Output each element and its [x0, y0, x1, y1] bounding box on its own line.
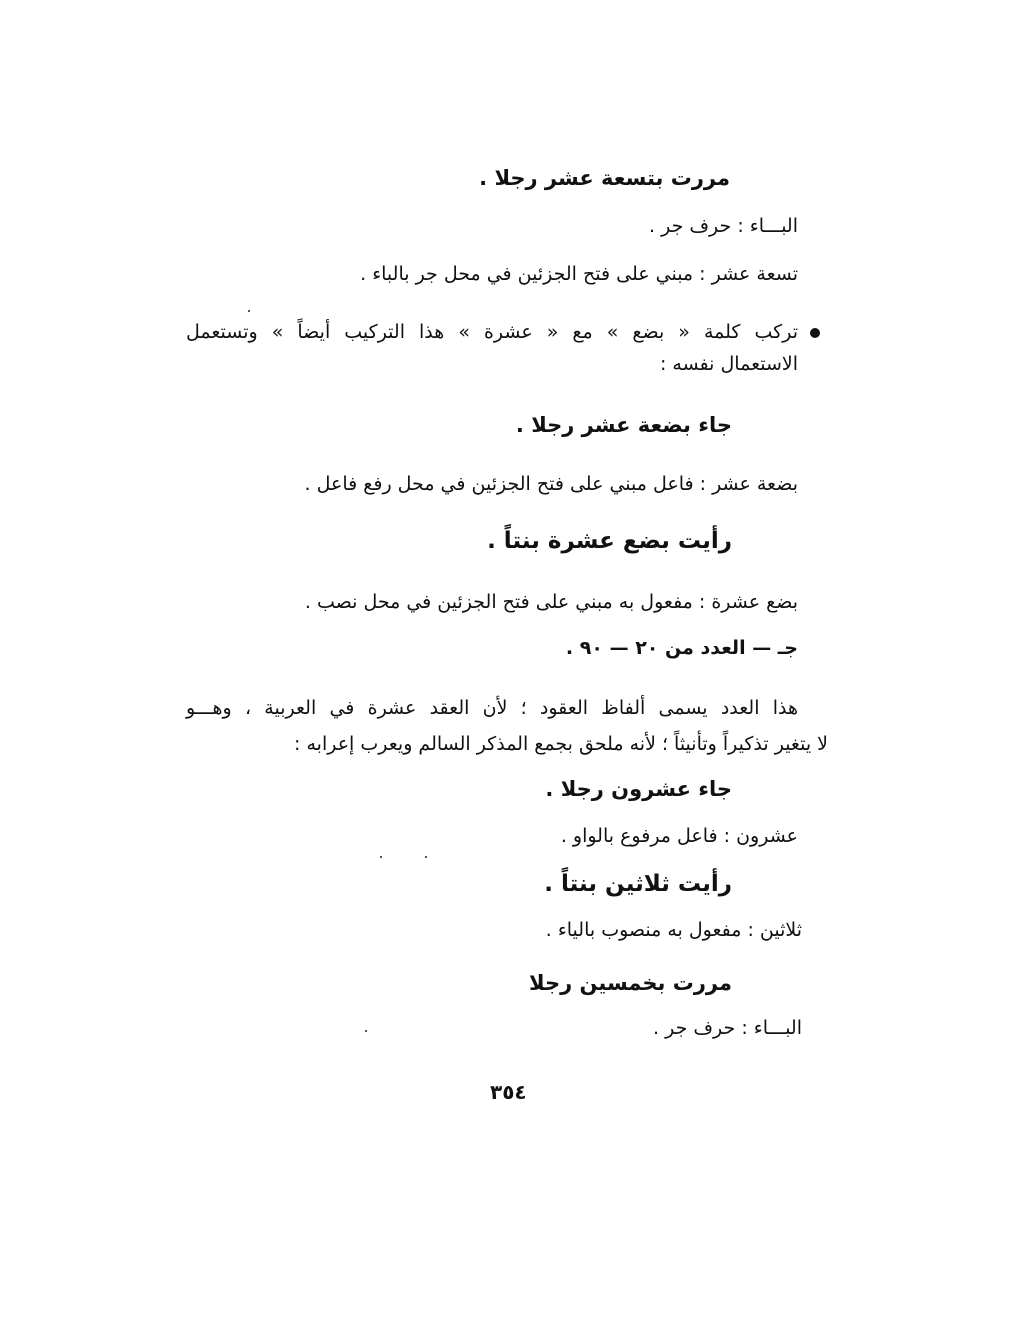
example-sentence-3: رأيت بضع عشرة بنتاً . [487, 528, 732, 554]
paragraph-line-4: لا يتغير تذكيراً وتأنيثاً ؛ لأنه ملحق بجمع المذكر السالم ويعرب إعرابه : [294, 733, 828, 755]
parse-line-6: ثلاثين : مفعول به منصوب بالياء . [545, 919, 802, 941]
paragraph-line-3: هذا العدد يسمى ألفاظ العقود ؛ لأن العقد عشرة في العربية ، وهـــو [186, 697, 798, 719]
parse-line-3: بضعة عشر : فاعل مبني على فتح الجزئين في محل رفع فاعل . [304, 473, 798, 495]
scan-speck [248, 310, 250, 312]
section-heading-c: جـ — العدد من ٢٠ — ٩٠ . [565, 637, 798, 659]
parse-line-5: عشرون : فاعل مرفوع بالواو . [560, 825, 798, 847]
scan-speck [380, 856, 382, 858]
bullet-icon [810, 328, 820, 338]
example-sentence-1: مررت بتسعة عشر رجلا . [479, 166, 730, 190]
paragraph-line-2: الاستعمال نفسه : [659, 353, 798, 375]
scan-speck [425, 856, 427, 858]
parse-line-7: البـــاء : حرف جر . [653, 1017, 802, 1039]
example-sentence-2: جاء بضعة عشر رجلا . [515, 413, 732, 437]
example-sentence-6: مررت بخمسين رجلا [529, 971, 732, 995]
parse-line-2: تسعة عشر : مبني على فتح الجزئين في محل جر بالباء . [360, 263, 798, 285]
page-number: ٣٥٤ [490, 1080, 527, 1104]
parse-line-4: بضع عشرة : مفعول به مبني على فتح الجزئين في محل نصب . [304, 591, 798, 613]
paragraph-line-1: تركب كلمة « بضع » مع « عشرة » هذا التركيب أيضاً » وتستعمل [186, 321, 798, 343]
example-sentence-5: رأيت ثلاثين بنتاً . [544, 871, 732, 897]
example-sentence-4: جاء عشرون رجلا . [545, 777, 732, 801]
scan-speck [365, 1030, 367, 1032]
parse-line-1: البـــاء : حرف جر . [649, 215, 798, 237]
